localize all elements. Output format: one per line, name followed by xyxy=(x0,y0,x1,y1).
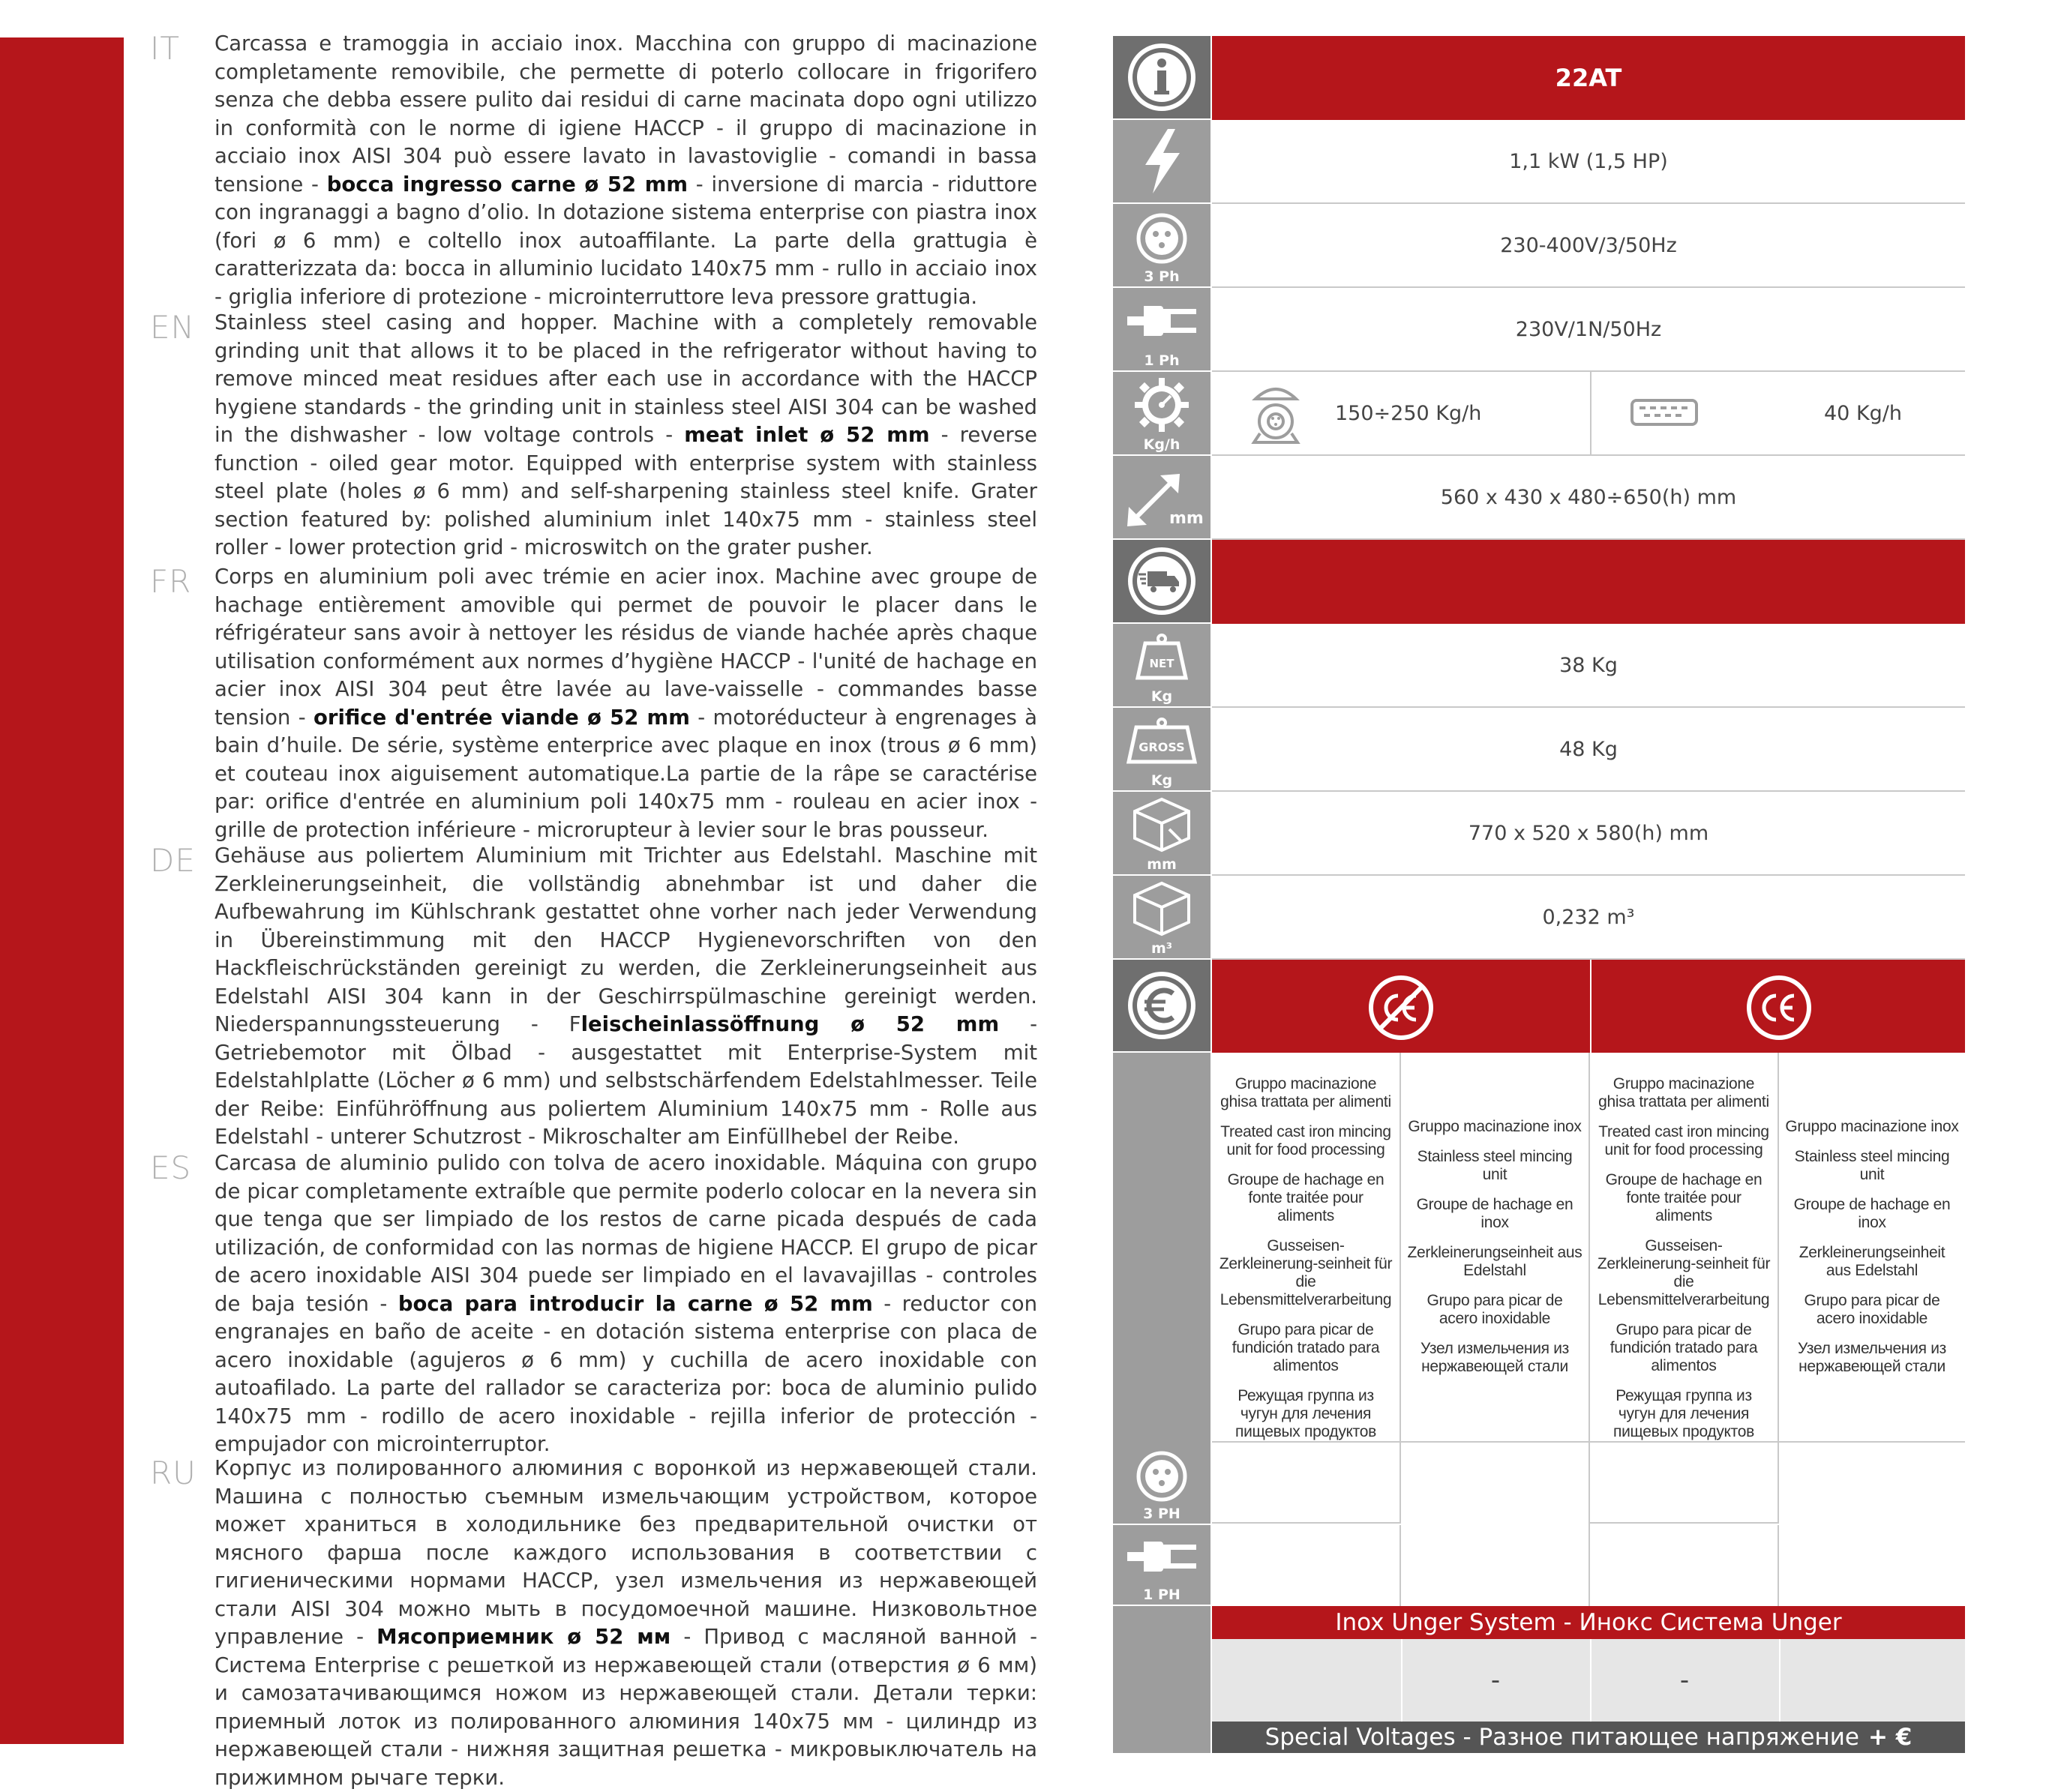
highlight-text: Мясоприемник ø 52 мм xyxy=(376,1625,671,1649)
inox-values-cell xyxy=(1212,1639,1965,1722)
option-text: Zerkleinerungseinheit aus Edelstahl xyxy=(1798,1244,1946,1279)
info-icon xyxy=(1113,36,1210,120)
inox-unger-band: Inox Unger System - Инокс Система Unger xyxy=(1212,1606,1965,1639)
three-phase-label-2: 3 PH xyxy=(1143,1506,1180,1522)
text-run: Corps en aluminium poli avec trémie en acier inox. Machine avec groupe de hachage entièrement amovible qui permet de pouvoir le placer dans le réfrigérateur sans avoir à nettoyer les résidus de viande hachée après chaque utilisation conformément aux normes d’hygiène HACCP - l'unité de hachage en acier inox AISI 304 peut être lavée au lave-vaisselle - commandes basse tension - xyxy=(214,565,1037,730)
inox-icon-blank xyxy=(1113,1639,1210,1722)
highlight-text: boca para introducir la carne ø 52 mm xyxy=(398,1291,873,1316)
three-phase-socket-icon xyxy=(1113,204,1210,288)
option-text: Zerkleinerungseinheit aus Edelstahl xyxy=(1407,1244,1582,1279)
row-inox-values xyxy=(1113,1639,1965,1722)
inox-value-2: - xyxy=(1679,1665,1690,1695)
net-weight-value: 38 Kg xyxy=(1212,624,1965,708)
row-option-1ph xyxy=(1113,1525,1965,1606)
option-text: Gusseisen-Zerkleinerung-seinheit für die Lebensmittelverarbeitung xyxy=(1597,1237,1771,1308)
description-text xyxy=(214,1149,1037,1459)
lightning-icon xyxy=(1113,120,1210,204)
options-header-divider xyxy=(1590,960,1592,1053)
language-code: IT xyxy=(150,30,181,67)
option-text: Режущая группа из чугун для лечения пищевых продуктов xyxy=(1235,1387,1376,1440)
option-1ph-cell xyxy=(1212,1525,1965,1606)
special-voltages-suffix: + € xyxy=(1868,1724,1912,1751)
text-run: Carcasa de aluminio pulido con tolva de acero inoxidable. Máquina con grupo de picar completamente extraíble que permite poderlo colocar en la nevera sin que tenga que ser limpiado de los restos de carne picada después de cada utilización, de conformidad con las normas de higiene HACCP. El grupo de picar de acero inoxidable AISI 304 puede ser limpiado en el lavavajillas - controles de baja tesión - xyxy=(214,1151,1037,1316)
text-run: - Getriebemotor mit Ölbad - ausgestattet mit Enterprise-System mit Edelstahlplatte (Löcher ø 6 mm) und selbstschärfendem Edelstahlmesser. Teile der Reibe: Einführöffnung aus poliertem Aluminium 140x75 mm - Rolle aus Edelstahl - unterer Schutzrost - Mikroschalter am Einfüllhebel der Reibe. xyxy=(214,1012,1037,1149)
net-weight-icon xyxy=(1113,624,1210,708)
options-header-cell xyxy=(1212,960,1965,1053)
language-code: ES xyxy=(150,1149,192,1186)
no-ce-icon xyxy=(1366,973,1436,1042)
inox-value-1: - xyxy=(1490,1665,1501,1695)
row-power xyxy=(1113,120,1965,204)
row-options xyxy=(1113,1053,1965,1443)
text-run: - motoréducteur à engrenages à bain d’huile. De série, système enterprice avec plaque en inox (trous ø 6 mm) et couteau inox aiguisement automatique.La partie de la râpe se caractérise par: orifice d'entrée en aluminium poli 140x75 mm - rouleau en acier inox - grille de protection inférieure - microrupteur à levier sour le bras pousseur. xyxy=(214,705,1037,842)
dimensions-unit-label: mm xyxy=(1169,509,1204,528)
option-text: Gruppo macinazione ghisa trattata per alimenti xyxy=(1598,1075,1769,1110)
option-text: Stainless steel mincing unit xyxy=(1794,1148,1950,1183)
ce-icon xyxy=(1744,973,1814,1042)
output-grater-value: 40 Kg/h xyxy=(1824,401,1902,425)
row-voltage-1ph xyxy=(1113,288,1965,372)
euro-icon xyxy=(1113,960,1210,1053)
option-text: Treated cast iron mincing unit for food processing xyxy=(1598,1123,1769,1158)
text-run: - reductor con engranajes en baño de aceite - en dotación sistema enterprise con placa de acero inoxidable (agujeros ø 6 mm) y cuchilla de acero inoxidable con autoafilado. La parte del rallador se caracteriza por: boca de aluminio pulido 140x75 mm - rodillo de acero inoxidable - rejilla inferior de protección - empujador con microinterruptor. xyxy=(214,1291,1038,1456)
one-phase-label-2: 1 PH xyxy=(1143,1587,1180,1603)
output-cell xyxy=(1212,372,1965,456)
option-text: Grupo para picar de fundición tratado para alimentos xyxy=(1232,1321,1380,1374)
option-text: Groupe de hachage en fonte traitée pour aliments xyxy=(1227,1171,1384,1224)
row-volume xyxy=(1113,876,1965,960)
text-run: - reverse function - oiled gear motor. Equipped with enterprise system with stainless steel plate (holes ø 6 mm) and self-sharpening stainless steel knife. Grater section featured by: polished aluminium inlet 140x75 mm - stainless steel roller - lower protection grid - microswitch on the grater pusher. xyxy=(214,423,1037,559)
gross-label: GROSS xyxy=(1138,740,1185,754)
package-volume-icon xyxy=(1113,876,1210,960)
option-text: Gruppo macinazione inox xyxy=(1785,1118,1959,1135)
option-text: Узел измельчения из нержавеющей стали xyxy=(1797,1340,1946,1375)
plug-icon-2 xyxy=(1113,1525,1210,1606)
spec-table xyxy=(1113,36,1965,1753)
row-dimensions xyxy=(1113,456,1965,540)
option-column-3 xyxy=(1590,1053,1779,1441)
voltage-3ph-value: 230-400V/3/50Hz xyxy=(1212,204,1965,288)
highlight-text: meat inlet ø 52 mm xyxy=(684,423,930,447)
gross-kg-label: Kg xyxy=(1150,772,1173,789)
option-text: Grupo para picar de fundición tratado para alimentos xyxy=(1610,1321,1758,1374)
row-shipping-header xyxy=(1113,540,1965,624)
option-text: Gruppo macinazione ghisa trattata per alimenti xyxy=(1220,1075,1391,1110)
gross-weight-value: 48 Kg xyxy=(1212,708,1965,792)
text-run: Корпус из полированного алюминия с воронкой из нержавеющей стали. Машина с полностью съемным измельчающим устройством, которое может храниться в холодильнике без предварительной очистки от мясного фарша после каждого использования в соответствии с гигиеническими нормами HACCP, узел измельчения из нержавеющей стали AISI 304 можно мыть в посудомоечной машине. Низковольтное управление - xyxy=(214,1456,1037,1649)
language-code: FR xyxy=(150,563,192,600)
description-text xyxy=(214,309,1037,562)
text-run: Stainless steel casing and hopper. Machine with a completely removable grinding unit that allows it to be placed in the refrigerator without having to remove minced meat residues after each use in accordance with the HACCP hygiene standards - the grinding unit in stainless steel AISI 304 can be washed in the dishwasher - low voltage controls - xyxy=(214,310,1037,447)
mincer-icon xyxy=(1248,384,1304,444)
gauge-icon xyxy=(1113,372,1210,456)
description-text xyxy=(214,1455,1037,1792)
option-column-2 xyxy=(1401,1053,1590,1441)
row-option-3ph xyxy=(1113,1443,1965,1525)
voltage-1ph-value: 230V/1N/50Hz xyxy=(1212,288,1965,372)
row-package-dimensions xyxy=(1113,792,1965,876)
volume-unit-label: m³ xyxy=(1150,940,1173,957)
language-code: DE xyxy=(150,842,196,879)
option-column-4 xyxy=(1779,1053,1965,1441)
text-run: Carcassa e tramoggia in acciaio inox. Macchina con gruppo di macinazione completamente removibile, che permette di poterlo collocare in frigorifero senza che debba essere pulito dai residui di carne macinata dopo ogni utilizzo in conformità con le norme di igiene HACCP - il gruppo di macinazione in acciaio inox AISI 304 può essere lavato in lavastoviglie - comandi in bassa tensione - xyxy=(214,31,1037,196)
text-run: - inversione di marcia - riduttore con ingranaggi a bagno d’olio. In dotazione sistema enterprise con piastra inox (fori ø 6 mm) e coltello inox autoaffilante. La parte della grattugia è caratterizzata da: bocca in alluminio lucidato 140x75 mm - rullo in acciaio inox - griglia inferiore di protezione - microinterruttore leva pressore grattugia. xyxy=(214,172,1037,309)
model-name: 22AT xyxy=(1212,36,1965,120)
dimensions-arrow-icon xyxy=(1113,456,1210,540)
highlight-text: leischeinlassöffnung ø 52 mm xyxy=(580,1012,1000,1036)
options-icon-blank xyxy=(1113,1053,1210,1443)
grater-icon xyxy=(1629,396,1700,429)
options-cell xyxy=(1212,1053,1965,1443)
row-options-header xyxy=(1113,960,1965,1053)
row-net-weight xyxy=(1113,624,1965,708)
row-voltage-3ph xyxy=(1113,204,1965,288)
description-text xyxy=(214,563,1037,844)
option-text: Stainless steel mincing unit xyxy=(1417,1148,1573,1183)
highlight-text: orifice d'entrée viande ø 52 mm xyxy=(314,705,690,730)
option-text: Режущая группа из чугун для лечения пищевых продуктов xyxy=(1613,1387,1754,1440)
volume-value: 0,232 m³ xyxy=(1212,876,1965,960)
net-kg-label: Kg xyxy=(1150,688,1173,705)
option-column-1 xyxy=(1212,1053,1401,1441)
row-gross-weight xyxy=(1113,708,1965,792)
option-text: Treated cast iron mincing unit for food processing xyxy=(1220,1123,1391,1158)
row-output xyxy=(1113,372,1965,456)
package-mm-label: mm xyxy=(1147,856,1177,873)
option-text: Groupe de hachage en inox xyxy=(1793,1196,1951,1231)
description-text xyxy=(214,30,1037,311)
side-accent-bar xyxy=(0,37,124,1744)
option-text: Gusseisen-Zerkleinerung-seinheit für die Lebensmittelverarbeitung xyxy=(1219,1237,1393,1308)
power-value: 1,1 kW (1,5 HP) xyxy=(1212,120,1965,204)
gross-weight-icon xyxy=(1113,708,1210,792)
option-text: Gruppo macinazione inox xyxy=(1408,1118,1582,1135)
special-voltages-label: Special Voltages - Разное питающее напряжение xyxy=(1264,1724,1859,1751)
plug-icon xyxy=(1113,288,1210,372)
output-mincer-value: 150÷250 Kg/h xyxy=(1335,401,1482,425)
special-voltages-band xyxy=(1212,1722,1965,1753)
option-text: Groupe de hachage en inox xyxy=(1416,1196,1574,1231)
option-3ph-cell xyxy=(1212,1443,1965,1525)
language-code: EN xyxy=(150,309,195,346)
three-phase-socket-icon-2 xyxy=(1113,1443,1210,1525)
option-text: Узел измельчения из нержавеющей стали xyxy=(1420,1340,1569,1375)
delivery-truck-icon xyxy=(1113,540,1210,624)
dimensions-value: 560 x 430 x 480÷650(h) mm xyxy=(1212,456,1965,540)
option-text: Grupo para picar de acero inoxidable xyxy=(1804,1292,1940,1327)
kgh-label: Kg/h xyxy=(1143,436,1180,453)
text-run: Gehäuse aus poliertem Aluminium mit Trichter aus Edelstahl. Maschine mit Zerkleinerungseinheit, die vollständig abnehmbar ist und daher die Aufbewahrung im Kühlschrank gestattet ohne vorher nach jeder Verwendung in Übereinstimmung mit den HACCP Hygienevorschriften von den Hackfleischrückständen gereinigt zu werden, die Zerkleinerungseinheit aus Edelstahl AISI 304 kann in der Geschirrspülmaschine gereinigt werden. Niederspannungssteuerung - F xyxy=(214,844,1037,1036)
option-text: Groupe de hachage en fonte traitée pour aliments xyxy=(1605,1171,1762,1224)
option-text: Grupo para picar de acero inoxidable xyxy=(1426,1292,1563,1327)
net-label: NET xyxy=(1149,657,1174,670)
language-code: RU xyxy=(150,1455,196,1491)
one-phase-label: 1 Ph xyxy=(1144,352,1180,369)
package-dimensions-icon xyxy=(1113,792,1210,876)
highlight-text: bocca ingresso carne ø 52 mm xyxy=(326,172,688,196)
row-model xyxy=(1113,36,1965,120)
output-divider xyxy=(1590,372,1592,454)
shipping-header-cell xyxy=(1212,540,1965,624)
three-phase-label: 3 Ph xyxy=(1144,268,1180,285)
package-dimensions-value: 770 x 520 x 580(h) mm xyxy=(1212,792,1965,876)
description-text xyxy=(214,842,1037,1152)
text-run: - Привод с масляной ванной - Система Enterprise с решеткой из нержавеющей стали (отверстия ø 6 мм) и самозатачивающимся ножом из нержавеющей стали. Детали терки: приемный лоток из полированного алюминия 140x75 мм - цилиндр из нержавеющей стали - нижняя защитная решетка - микровыключатель на прижимном рычаге терки. xyxy=(214,1625,1038,1790)
